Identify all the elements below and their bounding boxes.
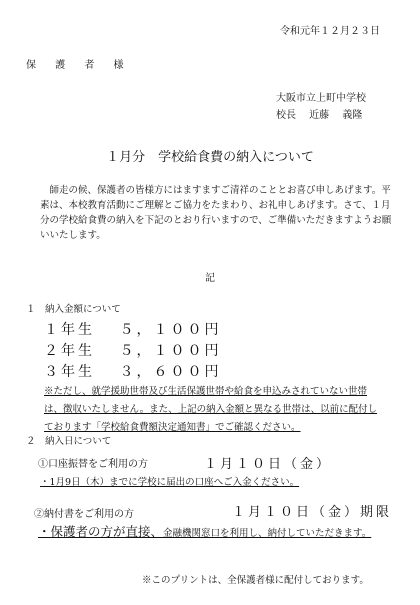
amount-note: [44, 383, 384, 437]
grade1-amount: １年生 ５，１００円: [44, 322, 222, 338]
footnote: ※このプリントは、全保護者様に配付しております。: [142, 575, 369, 586]
amount-note-text: ※ただし、就学援助世帯及び生活保護世帯や給食を申込みされていない世帯は、徴収いたしません。また、上記の納入金額と異なる世帯は、以前に配付しております「学校給食費額決定通知書」でご確認ください。: [44, 386, 378, 433]
ki-marker: 記: [205, 273, 215, 284]
school-name: 大阪市立上町中学校: [276, 93, 366, 104]
method1-date: １月１０日（金）: [204, 457, 333, 472]
greeting-paragraph: 師走の候、保護者の皆様方にはますますご清祥のこととお喜び申しあげます。平素は、本校教育活動にご理解とご協力をたまわり、お礼申しあげます。さて、１月分の学校給食費の納入を下記のとおり行いますので、ご準備いただきますようお願いいたします。: [40, 185, 392, 241]
principal-name: 校長 近藤 義隆: [276, 110, 363, 121]
section2-heading: ２ 納入日について: [26, 436, 112, 447]
method2-note-emphasis: ・保護者の方が直接、: [38, 524, 164, 539]
method2-note: [38, 524, 403, 542]
document-date: 令和元年１２月２３日: [280, 26, 380, 37]
section1-heading: １ 納入金額について: [26, 304, 121, 315]
document-title: １月分 学校給食費の納入について: [106, 150, 314, 165]
grade3-amount: ３年生 ３，６００円: [44, 364, 222, 380]
method2-date: １月１０日（金）期限: [232, 505, 393, 520]
grade2-amount: ２年生 ５，１００円: [44, 343, 222, 359]
method2-label: ②納付書をご利用の方: [34, 509, 134, 520]
method2-note-rest: 金融機関窓口を利用し、納付していただきます。: [163, 528, 372, 539]
addressee: 保 護 者 様: [26, 60, 132, 71]
method1-label: ①口座振替をご利用の方: [38, 459, 148, 470]
method1-note: ・1月9日（木）までに学校に届出の口座へご入金ください。: [40, 477, 300, 488]
